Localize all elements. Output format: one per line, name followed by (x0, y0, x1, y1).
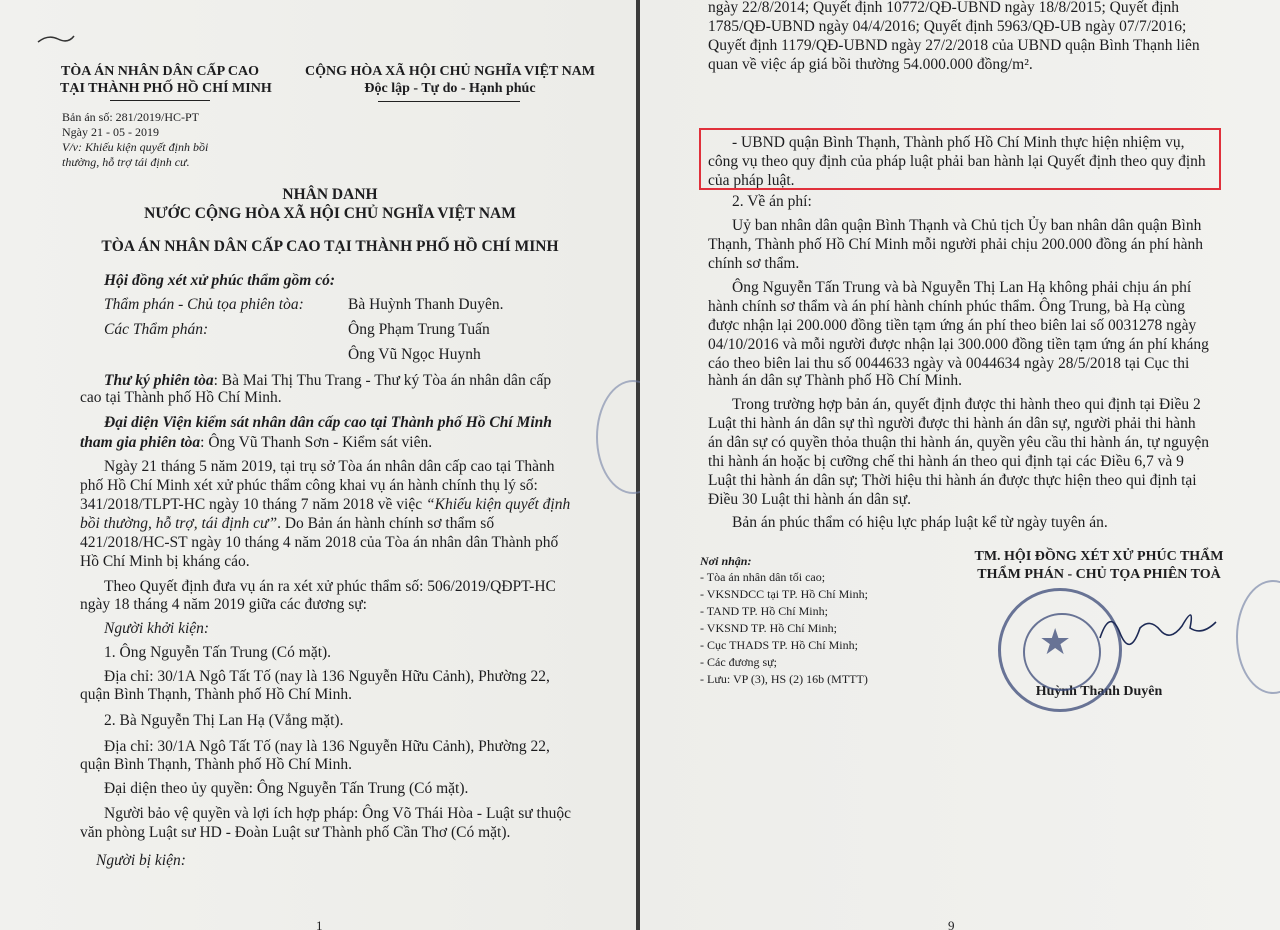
judge-2: Ông Vũ Ngọc Huynh (348, 346, 481, 363)
enforce-line2: Luật thi hành án dân sự thì người được thi hành án dân sự, người phải thi hành (708, 415, 1196, 432)
court-name-line2: TẠI THÀNH PHỐ HỒ CHÍ MINH (60, 81, 272, 96)
defendant-label: Người bị kiện: (96, 852, 186, 869)
judge-1: Ông Phạm Trung Tuấn (348, 321, 490, 338)
para1-line3: 341/2018/TLPT-HC ngày 10 tháng 7 năm 2018 về việc “Khiếu kiện quyết định (80, 496, 571, 513)
case-subject-line2: thường, hỗ trợ tái định cư. (62, 155, 190, 169)
clerk-line1: Thư ký phiên tòa: Bà Mai Thị Thu Trang - Thư ký Tòa án nhân dân cấp (104, 372, 552, 389)
case-number: Bản án số: 281/2019/HC-PT (62, 110, 199, 124)
top-line-3: quan về việc áp giá bồi thường 54.000.000 đồng/m². (708, 56, 1033, 73)
pen-mark (36, 30, 76, 46)
para2-line1: Theo Quyết định đưa vụ án ra xét xử phúc thẩm số: 506/2019/QĐPT-HC (104, 578, 556, 595)
panel-title: Hội đồng xét xử phúc thẩm gồm có: (104, 272, 336, 289)
top-line-0: ngày 22/8/2014; Quyết định 10772/QĐ-UBND ngày 18/8/2015; Quyết định (708, 0, 1179, 16)
document-page-left (0, 0, 636, 930)
recipient-3: - TAND TP. Hồ Chí Minh; (700, 604, 828, 618)
enforce-line6: Điều 30 Luật thi hành án dân sự. (708, 491, 911, 508)
fees2-line3: được nhận lại 200.000 đồng tiền tạm ứng án phí theo biên lai số 0031278 ngày (708, 317, 1197, 334)
effect-clause: Bản án phúc thẩm có hiệu lực pháp luật kể từ ngày tuyên án. (732, 514, 1108, 531)
handwritten-signature (1090, 598, 1220, 648)
nation-title: CỘNG HÒA XÃ HỘI CHỦ NGHĨA VIỆT NAM (304, 64, 595, 79)
fees1-line3: chính sơ thẩm. (708, 255, 800, 272)
fees-title: 2. Về án phí: (732, 193, 812, 210)
presiding-name: Bà Huỳnh Thanh Duyên. (348, 296, 504, 313)
para1-line5: 421/2018/HC-ST ngày 10 tháng 4 năm 2018 của Tòa án nhân dân Thành phố (80, 534, 559, 551)
fees2-line4: 04/10/2016 và mỗi người được nhận lại 300.000 đồng tiền tạm ứng án phí kháng (708, 336, 1209, 353)
case-subject-line1: V/v: Khiếu kiện quyết định bồi (62, 140, 209, 154)
recipient-7: - Lưu: VP (3), HS (2) 16b (MTTT) (700, 672, 868, 686)
fees1-line2: Thạnh, Thành phố Hồ Chí Minh mỗi người phải chịu 200.000 đồng án phí hành (708, 236, 1204, 253)
sign-title-line2: THẨM PHÁN - CHỦ TỌA PHIÊN TOÀ (977, 567, 1221, 582)
plaintiff-2-address-line2: quận Bình Thạnh, Thành phố Hồ Chí Minh. (80, 756, 352, 773)
para1-line2: phố Hồ Chí Minh xét xử phúc thẩm công khai vụ án hành chính thụ lý số: (80, 477, 538, 494)
heading-court: TÒA ÁN NHÂN DÂN CẤP CAO TẠI THÀNH PHỐ HỒ CHÍ MINH (101, 238, 559, 255)
authorized-representative: Đại diện theo ủy quyền: Ông Nguyễn Tấn Trung (Có mặt). (104, 780, 469, 797)
highlight-line2: công vụ theo quy định của pháp luật phải ban hành lại Quyết định theo quy định (708, 153, 1206, 170)
plaintiff-2: 2. Bà Nguyễn Thị Lan Hạ (Vắng mặt). (104, 712, 344, 729)
plaintiff-1: 1. Ông Nguyễn Tấn Trung (Có mặt). (104, 644, 332, 661)
enforce-line4: thi hành án hoặc bị cưỡng chế thi hành án theo qui định tại các Điều 6,7 và 9 (708, 453, 1184, 470)
protector-line1: Người bảo vệ quyền và lợi ích hợp pháp: Ông Võ Thái Hòa - Luật sư thuộc (104, 805, 571, 822)
heading-republic: NƯỚC CỘNG HÒA XÃ HỘI CHỦ NGHĨA VIỆT NAM (144, 205, 516, 222)
fees2-line2: hành chính sơ thẩm và án phí hành chính phúc thẩm. Ông Trung, bà Hạ cùng (708, 298, 1185, 315)
clerk-line2: cao tại Thành phố Hồ Chí Minh. (80, 389, 282, 406)
fees2-line6: hành án dân sự Thành phố Hồ Chí Minh. (708, 372, 962, 389)
recipients-title: Nơi nhận: (700, 554, 752, 568)
para1-line4: bồi thường, hỗ trợ, tái định cư”. Do Bản án hành chính sơ thẩm số (80, 515, 495, 532)
fees2-line1: Ông Nguyễn Tấn Trung và bà Nguyễn Thị Lan Hạ không phải chịu án phí (732, 279, 1192, 296)
enforce-line3: án dân sự có quyền thỏa thuận thi hành án, quyền yêu cầu thi hành án, tự nguyện (708, 434, 1210, 451)
fees1-line1: Uỷ ban nhân dân quận Bình Thạnh và Chủ tịch Ủy ban nhân dân quận Bình (732, 217, 1202, 234)
fees2-line5: cáo theo biên lai thu số 0044633 ngày và 0044634 ngày 28/5/2018 tại Cục thi (708, 355, 1190, 372)
plaintiff-1-address-line2: quận Bình Thạnh, Thành phố Hồ Chí Minh. (80, 686, 352, 703)
presiding-label: Thẩm phán - Chủ tọa phiên tòa: (104, 296, 304, 313)
signer-name: Huỳnh Thanh Duyên (1035, 684, 1163, 699)
highlight-box (699, 128, 1221, 190)
recipient-4: - VKSND TP. Hồ Chí Minh; (700, 621, 837, 635)
recipient-2: - VKSNDCC tại TP. Hồ Chí Minh; (700, 587, 868, 601)
enforce-line1: Trong trường hợp bản án, quyết định được thi hành theo qui định tại Điều 2 (732, 396, 1201, 413)
para1-line1: Ngày 21 tháng 5 năm 2019, tại trụ sở Tòa án nhân dân cấp cao tại Thành (104, 458, 555, 475)
enforce-line5: Luật thi hành án dân sự; Thời hiệu thi hành án được thực hiện theo qui định tại (708, 472, 1197, 489)
para1-line6: Hồ Chí Minh bị kháng cáo. (80, 553, 250, 570)
court-name-line1: TÒA ÁN NHÂN DÂN CẤP CAO (61, 64, 259, 79)
plaintiff-2-address-line1: Địa chỉ: 30/1A Ngô Tất Tố (nay là 136 Nguyễn Hữu Cảnh), Phường 22, (104, 738, 550, 755)
highlight-line3: của pháp luật. (708, 172, 795, 189)
recipient-1: - Tòa án nhân dân tối cao; (700, 570, 826, 584)
judges-label: Các Thẩm phán: (104, 321, 209, 338)
recipient-6: - Các đương sự; (700, 655, 778, 669)
heading-in-the-name: NHÂN DANH (282, 186, 378, 203)
recipient-5: - Cục THADS TP. Hồ Chí Minh; (700, 638, 858, 652)
court-seal: ★ (998, 588, 1122, 712)
para2-line2: ngày 18 tháng 4 năm 2019 giữa các đương sự: (80, 596, 367, 613)
plaintiff-1-address-line1: Địa chỉ: 30/1A Ngô Tất Tố (nay là 136 Nguyễn Hữu Cảnh), Phường 22, (104, 668, 550, 685)
procuracy-label-line1: Đại diện Viện kiểm sát nhân dân cấp cao tại Thành phố Hồ Chí Minh (104, 414, 552, 431)
highlight-line1: - UBND quận Bình Thạnh, Thành phố Hồ Chí Minh thực hiện nhiệm vụ, (732, 134, 1185, 151)
nation-motto: Độc lập - Tự do - Hạnh phúc (364, 81, 536, 96)
top-line-1: 1785/QĐ-UBND ngày 04/4/2016; Quyết định 5963/QĐ-UB ngày 07/7/2016; (708, 18, 1187, 35)
plaintiff-label: Người khởi kiện: (104, 620, 210, 637)
procuracy-line2: tham gia phiên tòa: Ông Vũ Thanh Sơn - Kiểm sát viên. (80, 434, 433, 451)
page-number-left: 1 (316, 918, 323, 930)
sign-title-line1: TM. HỘI ĐỒNG XÉT XỬ PHÚC THẨM (974, 549, 1224, 564)
protector-line2: văn phòng Luật sư HD - Đoàn Luật sư Thành phố Cần Thơ (Có mặt). (80, 824, 511, 841)
case-date: Ngày 21 - 05 - 2019 (62, 125, 159, 139)
page-number-right: 9 (948, 918, 955, 930)
top-line-2: Quyết định 1179/QĐ-UBND ngày 27/2/2018 của UBND quận Bình Thạnh liên (708, 37, 1200, 54)
